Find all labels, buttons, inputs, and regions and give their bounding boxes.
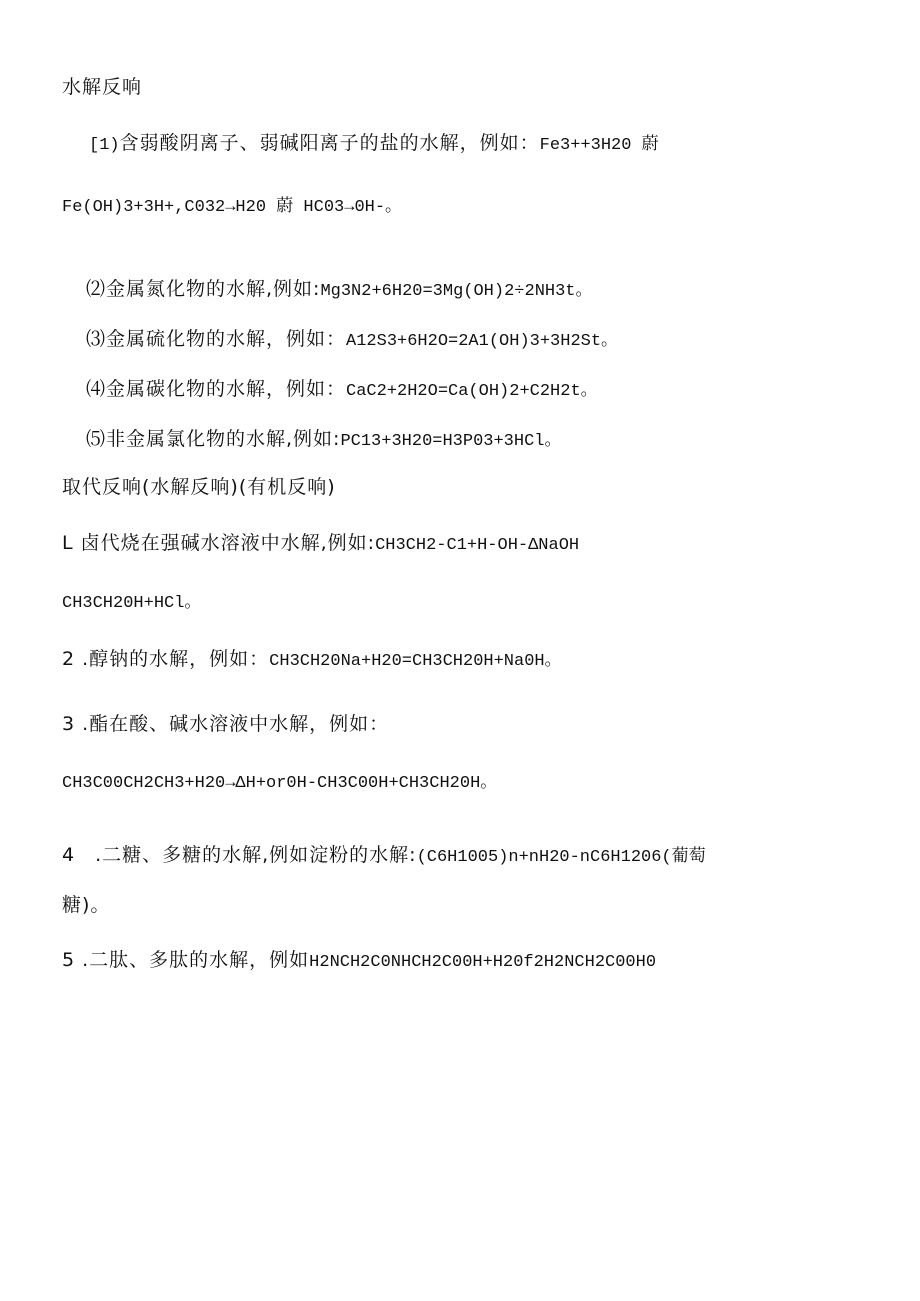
item-saccharide-formula: (C6H1005)n+nH20-nC6H1206(葡萄 <box>416 848 706 867</box>
item-chloride-label: ⑸非金属氯化物的水解,例如: <box>86 428 341 450</box>
item-alkoxide-label: 2 .醇钠的水解，例如： <box>62 648 270 670</box>
item-peptide-hydrolysis <box>62 948 656 975</box>
heading-substitution-text: 取代反响(水解反响)(有机反响) <box>62 476 336 498</box>
paragraph-salt-text: 含弱酸阴离子、弱碱阳离子的盐的水解，例如： <box>119 132 540 154</box>
item-chloride-hydrolysis <box>86 427 562 454</box>
item-sulfide-label: ⑶金属硫化物的水解，例如： <box>86 328 347 350</box>
item-haloalkane-hydrolysis <box>62 531 579 558</box>
paragraph-salt-formula: Fe3++3H20 蔚 <box>539 136 659 155</box>
item-peptide-label: 5 .二肽、多肽的水解，例如 <box>62 949 310 971</box>
heading-hydrolysis <box>62 75 142 99</box>
item-nitride-formula: Mg3N2+6H20=3Mg(OH)2÷2NH3t。 <box>320 282 593 301</box>
heading-hydrolysis-text: 水解反响 <box>62 76 143 98</box>
paragraph-salt-continuation: Fe(OH)3+3H+,C032→H20 蔚 HC03→0H-。 <box>62 198 403 217</box>
item-carbide-hydrolysis <box>86 377 598 404</box>
item-nitride-label: ⑵金属氮化物的水解,例如: <box>86 278 321 300</box>
item-carbide-formula: CaC2+2H2O=Ca(OH)2+C2H2t。 <box>346 382 598 401</box>
item-ester-hydrolysis <box>62 712 389 736</box>
item-saccharide-continuation: 糖)。 <box>62 894 111 916</box>
item-haloalkane-label: L 卤代烧在强碱水溶液中水解,例如: <box>62 532 376 554</box>
item-peptide-formula: H2NCH2C0NHCH2C00H+H20f2H2NCH2C00H0 <box>309 953 657 972</box>
item-saccharide-label: 4 .二糖、多糖的水解,例如淀粉的水解: <box>62 844 417 866</box>
item-sulfide-hydrolysis <box>86 327 618 354</box>
paragraph-salt-hydrolysis <box>89 131 659 158</box>
item-sulfide-formula: A12S3+6H2O=2A1(OH)3+3H2St。 <box>346 332 619 351</box>
item-alkoxide-hydrolysis <box>62 647 562 674</box>
paragraph-salt-label: [1) <box>89 136 120 155</box>
item-carbide-label: ⑷金属碳化物的水解，例如： <box>86 378 347 400</box>
item-saccharide-hydrolysis <box>62 843 706 870</box>
item-nitride-hydrolysis <box>86 277 593 304</box>
item-ester-label: 3 .酯在酸、碱水溶液中水解，例如： <box>62 713 390 735</box>
item-chloride-formula: PC13+3H20=H3P03+3HCl。 <box>340 432 562 451</box>
item-alkoxide-formula: CH3CH20Na+H20=CH3CH20H+Na0H。 <box>269 652 562 671</box>
item-haloalkane-continuation: CH3CH20H+HCl。 <box>62 594 202 613</box>
item-haloalkane-formula: CH3CH2-C1+H-OH-ΔNaOH <box>375 536 580 555</box>
heading-substitution <box>62 475 336 499</box>
item-ester-formula: CH3C00CH2CH3+H20→ΔH+or0H-CH3C00H+CH3CH20H。 <box>62 774 498 793</box>
